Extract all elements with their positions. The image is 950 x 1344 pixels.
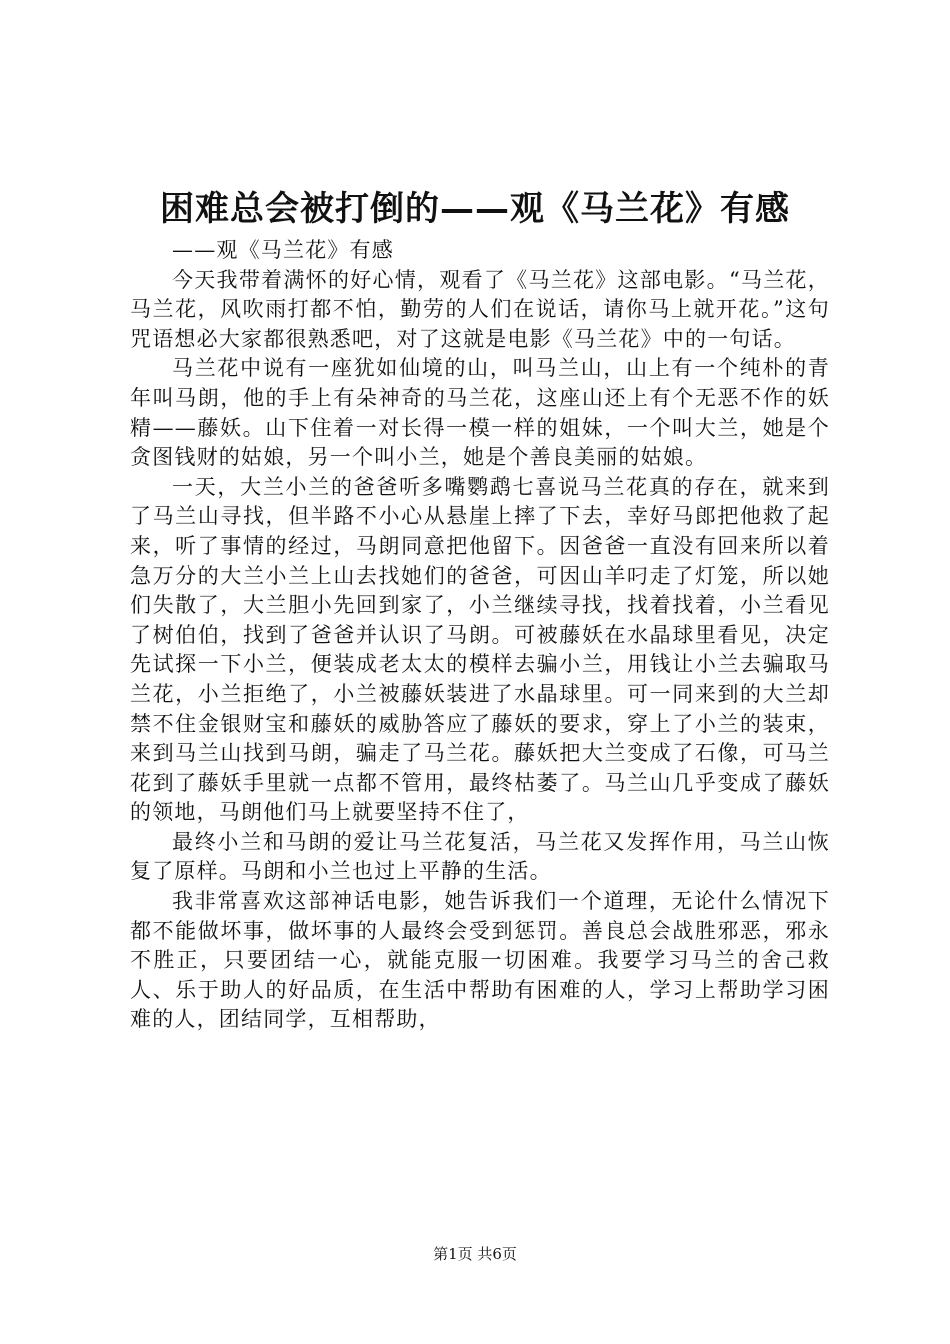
document-subtitle: ——观《马兰花》有感 (172, 238, 394, 262)
page-footer: 第1页 共6页 (433, 1245, 517, 1263)
paragraph-story-ending: 最终小兰和马朗的爱让马兰花复活，马兰花又发挥作用，马兰山恢复了原样。马朗和小兰也过上平静的生活。 (130, 829, 830, 884)
paragraph-story-plot: 一天，大兰小兰的爸爸听多嘴鹦鹉七喜说马兰花真的存在，就来到了马兰山寻找，但半路不小心从悬崖上摔了下去，幸好马郎把他救了起来，听了事情的经过，马朗同意把他留下。因爸爸一直没有回来所以着急万分的大兰小兰上山去找她们的爸爸，可因山羊叼走了灯笼，所以她们失散了，大兰胆小先回到家了，小兰继续寻找，找着找着，小兰看见了树伯伯，找到了爸爸并认识了马朗。可被藤妖在水晶球里看见，决定先试探一下小兰，便装成老太太的模样去骗小兰，用钱让小兰去骗取马兰花，小兰拒绝了，小兰被藤妖装进了水晶球里。可一同来到的大兰却禁不住金银财宝和藤妖的威胁答应了藤妖的要求，穿上了小兰的装束，来到马兰山找到马朗，骗走了马兰花。藤妖把大兰变成了石像，可马兰花到了藤妖手里就一点都不管用，最终枯萎了。马兰山几乎变成了藤妖的领地，马朗他们马上就要坚持不住了， (130, 474, 830, 825)
paragraph-intro: 今天我带着满怀的好心情，观看了《马兰花》这部电影。“马兰花，马兰花，风吹雨打都不怕，勤劳的人们在说话，请你马上就开花。”这句咒语想必大家都很熟悉吧，对了这就是电影《马兰花》中的一句话。 (130, 267, 830, 351)
paragraph-story-setting: 马兰花中说有一座犹如仙境的山，叫马兰山，山上有一个纯朴的青年叫马朗，他的手上有朵神奇的马兰花，这座山还上有个无恶不作的妖精——藤妖。山下住着一对长得一模一样的姐妹，一个叫大兰，她是个贪图钱财的姑娘，另一个叫小兰，她是个善良美丽的姑娘。 (130, 356, 830, 470)
document-title: 困难总会被打倒的——观《马兰花》有感 (160, 189, 790, 229)
document-body (130, 236, 830, 1035)
paragraph-reflection: 我非常喜欢这部神话电影，她告诉我们一个道理，无论什么情况下都不能做坏事，做坏事的人最终会受到惩罚。善良总会战胜邪恶，邪永不胜正，只要团结一心，就能克服一切困难。我要学习马兰的舍己救人、乐于助人的好品质，在生活中帮助有困难的人，学习上帮助学习困难的人，团结同学，互相帮助， (130, 889, 830, 1032)
